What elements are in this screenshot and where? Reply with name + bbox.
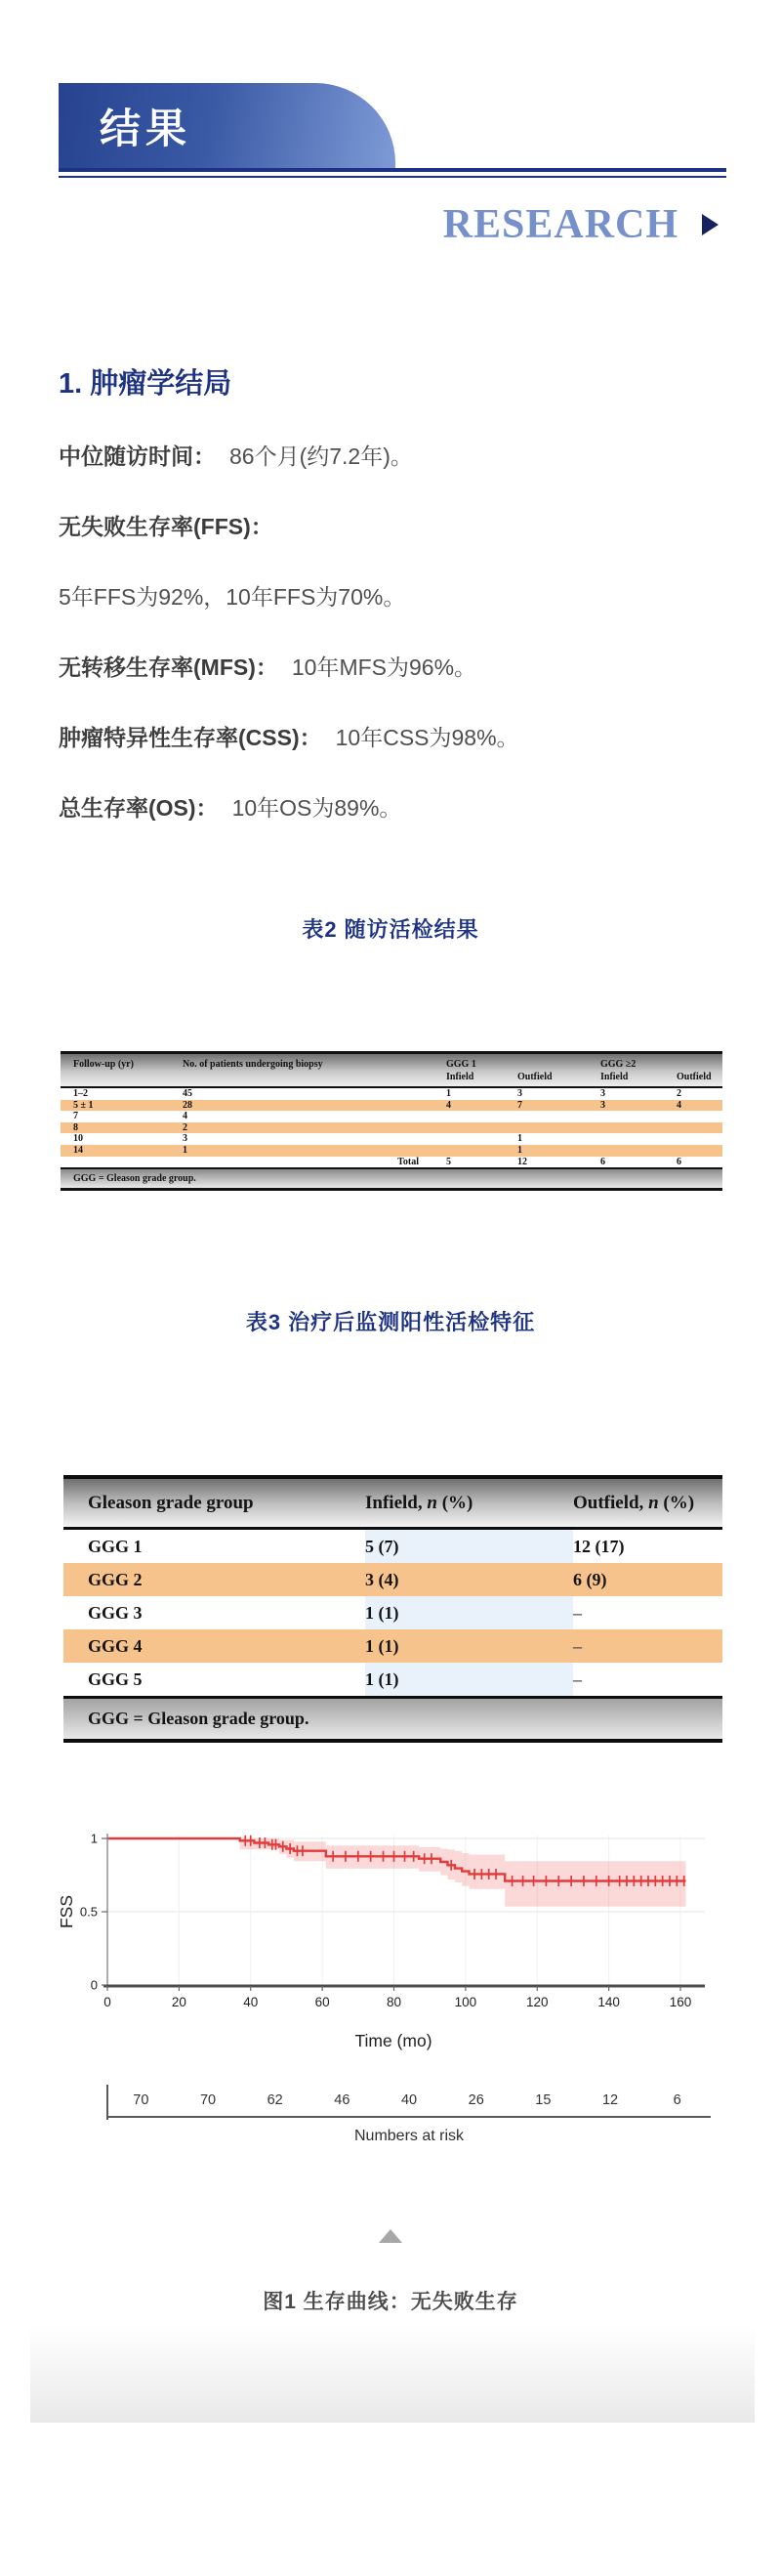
paragraph-label: 肿瘤特异性生存率(CSS)： [59,725,322,750]
paragraph-label: 中位随访时间： [59,443,216,469]
table-cell: 4 [446,1099,451,1111]
paragraph [59,652,742,683]
footer-gradient [30,2325,755,2423]
paragraph-text: 10年OS为89%。 [231,795,402,821]
risk-label: Numbers at risk [353,2128,465,2145]
table-cell [600,1133,677,1145]
table-cell: 4 [677,1099,681,1111]
table-cell: 14 [73,1144,83,1156]
table-cell: 3 (4) [365,1569,399,1589]
table-cell [517,1122,600,1134]
table3-footnote: GGG = Gleason grade group. [63,1696,722,1739]
risk-number: 62 [267,2092,283,2109]
table-row [61,1100,722,1112]
table-cell: 28 [183,1099,192,1111]
table-cell: 3 [600,1099,605,1111]
table-cell [600,1145,677,1157]
table-cell: 1 [517,1144,522,1156]
table2-header [61,1054,722,1088]
table-cell: – [573,1668,582,1689]
table-cell: 1 [517,1133,522,1145]
table-cell [677,1133,722,1145]
table-cell: 1 (1) [365,1635,399,1656]
header-divider [59,168,726,178]
table2-header-cell: GGG 1 [446,1059,476,1070]
table-cell [677,1145,722,1157]
table-row [63,1596,722,1629]
table-cell: 5 (7) [365,1530,573,1563]
main-content [59,361,742,823]
table-cell: 3 [183,1133,187,1145]
table2-title: 表2 随访活检结果 [302,917,479,942]
table-cell: – [573,1602,582,1623]
table-row [61,1122,722,1134]
table-cell: 1–2 [73,1088,88,1099]
table-row [61,1145,722,1157]
table-row [61,1111,722,1122]
risk-number: 46 [334,2092,350,2109]
table-cell: 1 [446,1088,451,1099]
risk-numbers-row [107,2092,711,2118]
paragraph-label: 无失败生存率(FFS)： [59,514,273,539]
table3-header [63,1479,722,1530]
svg-text:0: 0 [103,1995,111,2010]
svg-text:120: 120 [525,1995,549,2010]
divider-thin-line [59,176,726,178]
risk-number: 26 [468,2092,484,2109]
table-cell: GGG 2 [88,1569,143,1589]
table-cell: GGG 3 [88,1602,143,1623]
table2-header-cell: Infield [600,1072,629,1082]
table2-header-cell: Outfield [517,1072,553,1082]
table-cell [600,1111,677,1122]
table2-header-cell [183,1071,446,1083]
paragraph [59,722,742,753]
risk-number: 70 [199,2092,217,2109]
table-cell: 4 [183,1111,187,1122]
table-row [63,1530,722,1563]
results-banner [59,83,395,168]
table2-footnote: GGG = Gleason grade group. [61,1167,722,1188]
table2-header-cell: Follow-up (yr) [73,1059,134,1070]
table-cell: 7 [517,1099,522,1111]
table-cell: – [573,1635,582,1656]
table-cell: GGG 4 [88,1635,143,1656]
table3-title: 表3 治疗后监测阳性活检特征 [245,1310,536,1335]
svg-text:FSS: FSS [59,1895,76,1929]
section-title: 1. 肿瘤学结局 [59,368,232,400]
table-row [61,1133,722,1145]
table-row [63,1563,722,1596]
table3-header-cell: Infield, n (%) [365,1492,473,1513]
table-row [63,1629,722,1663]
table-cell: GGG 5 [88,1668,143,1689]
table2-header-cell: No. of patients undergoing biopsy [183,1059,323,1070]
table2-total-row: Total 5 12 6 6 [397,1156,681,1167]
svg-text:20: 20 [171,1995,186,2010]
risk-number: 15 [535,2092,552,2109]
divider-thick-line [59,168,726,172]
table2-header-cell [677,1058,722,1071]
risk-axis-tick [106,2085,108,2120]
table2-header-cell [517,1058,600,1071]
table2-followup-biopsy [61,1051,722,1191]
svg-text:160: 160 [669,1995,692,2010]
svg-text:0: 0 [90,1977,98,1993]
table-cell [600,1122,677,1134]
table-cell [446,1133,517,1145]
paragraph [59,581,742,612]
table2-body [61,1088,722,1167]
table3-body [63,1530,722,1696]
table-cell: 5 ± 1 [73,1099,94,1111]
table-cell: 1 (1) [365,1596,573,1629]
svg-text:140: 140 [597,1995,620,2010]
research-header [0,201,781,248]
research-label: RESEARCH [442,202,678,247]
table-cell: 3 [600,1088,605,1099]
paragraph-text: 86个月(约7.2年)。 [229,443,413,469]
table-cell [677,1111,722,1122]
table2-header-cell: Outfield [677,1072,712,1082]
svg-text:80: 80 [386,1995,402,2010]
numbers-at-risk [107,2092,711,2145]
table-cell: 2 [677,1088,681,1099]
article-page [0,83,781,2576]
table3-header-cell: Outfield, n (%) [573,1492,695,1513]
paragraph-label: 无转移生存率(MFS)： [59,655,278,680]
table-cell [517,1111,600,1122]
risk-number: 6 [673,2092,681,2109]
survival-chart [59,1814,742,2063]
table-cell: 1 (1) [365,1663,573,1696]
table3-header-cell: Gleason grade group [88,1492,254,1513]
svg-text:0.5: 0.5 [79,1904,98,1920]
paragraph [59,511,742,542]
table-cell: 10 [73,1133,83,1145]
paragraph [59,441,742,472]
table-cell [446,1111,517,1122]
table2-header-cell: GGG ≥2 [600,1059,637,1070]
table-cell: 7 [73,1111,78,1122]
paragraph-list [59,441,742,823]
risk-number: 70 [133,2092,149,2109]
svg-text:Time (mo): Time (mo) [354,2031,432,2051]
arrow-right-icon [702,214,719,235]
table2-header-cell [73,1071,183,1083]
table-cell: 1 [183,1144,187,1156]
svg-text:40: 40 [243,1995,259,2010]
table-cell: 12 (17) [573,1536,625,1556]
table-cell: 2 [183,1121,187,1133]
collapse-triangle-icon[interactable] [379,2229,402,2243]
paragraph [59,792,742,823]
risk-number: 12 [601,2092,619,2109]
paragraph-text: 10年CSS为98%。 [335,725,519,750]
banner-title: 结果 [100,105,192,151]
paragraph-text: 10年MFS为96%。 [291,655,477,680]
paragraph-label: 总生存率(OS)： [59,795,219,821]
svg-text:100: 100 [454,1995,477,2010]
table-cell: 45 [183,1088,192,1099]
table-cell: GGG 1 [88,1536,143,1556]
figure-caption: 图1 生存曲线：无失败生存 [263,2291,518,2314]
table-cell: 3 [517,1088,522,1099]
table-cell [446,1122,517,1134]
table3-positive-biopsy [63,1475,722,1743]
svg-text:1: 1 [90,1831,98,1846]
table-cell [446,1145,517,1157]
km-chart-svg [59,1814,742,2058]
table-row [63,1663,722,1696]
table2-header-cell: Infield [446,1072,474,1082]
table-cell: 6 (9) [573,1569,607,1589]
table-cell [677,1122,722,1134]
paragraph-text: 5年FFS为92%，10年FFS为70%。 [59,584,406,610]
svg-text:60: 60 [314,1995,330,2010]
table-row [61,1088,722,1100]
risk-number: 40 [400,2092,418,2109]
table-cell: 8 [73,1121,78,1133]
